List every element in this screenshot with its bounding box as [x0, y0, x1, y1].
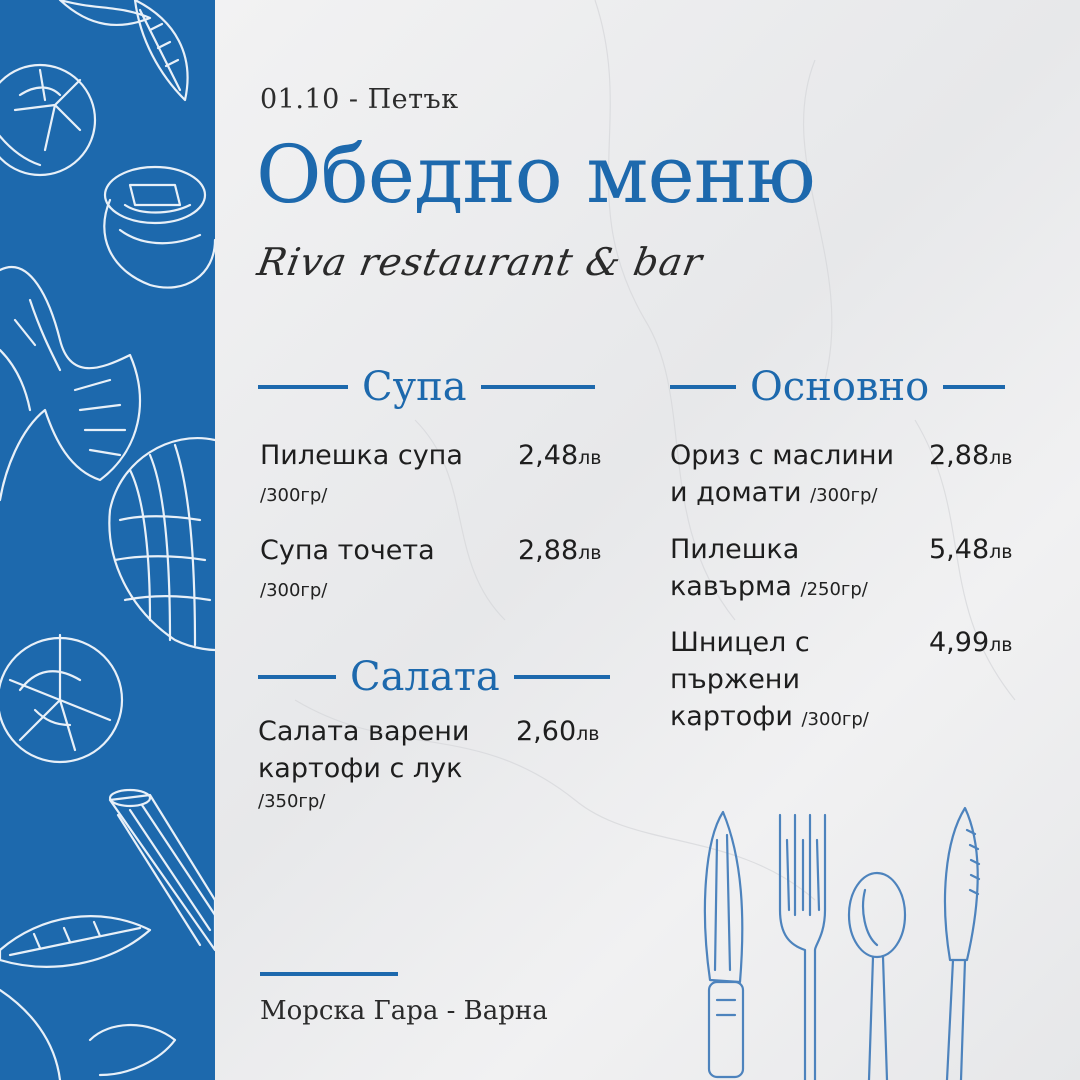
item-name: Ориз с маслини и домати /300гр/: [670, 440, 895, 508]
divider: [481, 385, 595, 389]
basil-leaf-icon: [0, 916, 175, 1080]
penne-pasta-icon: [110, 790, 215, 950]
divider: [258, 385, 348, 389]
knife-icon: [945, 808, 979, 1080]
divider: [670, 385, 736, 389]
item-name: Шницел с пържени картофи /300гр/: [670, 627, 869, 732]
item-name: Пилешка супа: [260, 440, 463, 471]
menu-date: 01.10 - Петък: [260, 84, 459, 115]
farfalle-pasta-icon: [0, 267, 140, 500]
garlic-icon: [109, 438, 215, 650]
item-weight: /350гр/: [258, 791, 326, 812]
divider: [258, 675, 336, 679]
basil-leaf-icon: [60, 0, 188, 100]
item-name: Пилешка кавърма /250гр/: [670, 534, 868, 602]
location-text: Морска Гара - Варна: [260, 996, 548, 1026]
item-price: 5,48лв: [929, 534, 1013, 565]
item-weight: /300гр/: [260, 485, 328, 506]
section-header-salad: [258, 652, 610, 702]
tomato-icon: [0, 635, 122, 762]
item-price: 2,88лв: [518, 535, 602, 566]
item-price: 2,88лв: [929, 440, 1013, 471]
section-title: Салата: [350, 654, 500, 700]
item-weight: /250гр/: [800, 579, 868, 600]
page-title: Обедно меню: [256, 128, 815, 221]
section-header-main: [670, 362, 1005, 412]
section-header-soup: [258, 362, 595, 412]
illustration-panel: [0, 0, 215, 1080]
knife-icon: [705, 812, 743, 1077]
tomato-icon: [0, 65, 95, 175]
item-weight: /300гр/: [810, 485, 878, 506]
divider: [943, 385, 1005, 389]
item-price: 2,48лв: [518, 440, 602, 471]
item-weight: /300гр/: [801, 709, 869, 730]
item-weight: /300гр/: [260, 580, 328, 601]
item-name: Супа точета: [260, 535, 435, 566]
item-price: 2,60лв: [516, 716, 600, 747]
divider: [514, 675, 610, 679]
item-name: Салата варени картофи с лук /350гр/: [258, 713, 469, 817]
cutlery-illustration: [695, 800, 995, 1080]
fork-icon: [780, 815, 825, 1080]
item-price: 4,99лв: [929, 627, 1013, 658]
restaurant-name: Riva restaurant & bar: [254, 240, 707, 284]
section-title: Основно: [750, 364, 930, 410]
section-title: Супа: [362, 364, 467, 410]
spoon-icon: [849, 873, 905, 1080]
mushroom-icon: [104, 167, 215, 288]
footer-divider: [260, 972, 398, 976]
